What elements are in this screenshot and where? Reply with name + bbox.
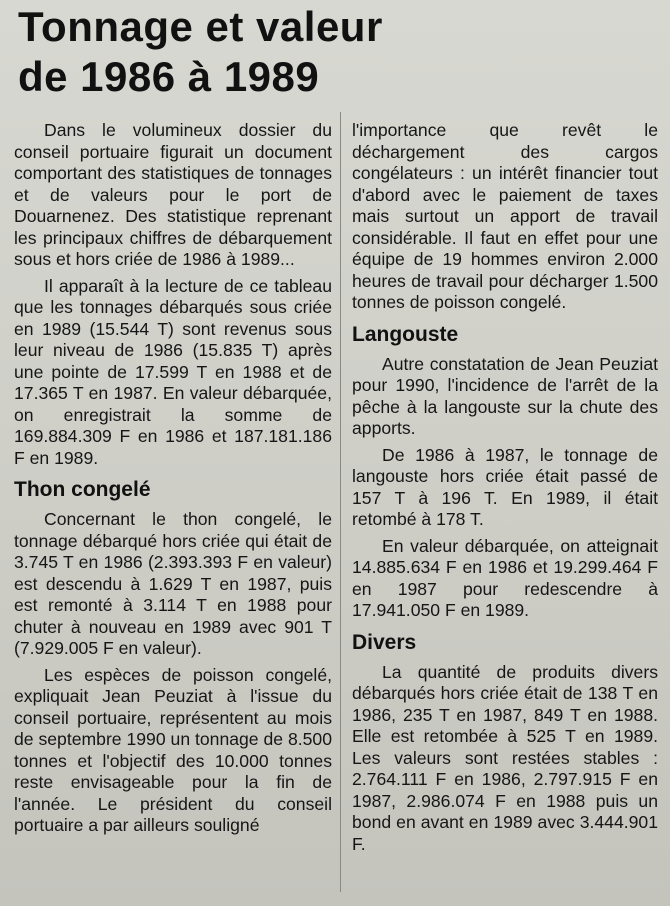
article-title: [18, 2, 658, 102]
title-line-1: Tonnage et valeur: [18, 3, 383, 50]
paragraph: De 1986 à 1987, le tonnage de langouste hors criée était passé de 157 T à 196 T. En 1989, il était retombé à 178 T.: [352, 444, 658, 529]
column-divider: [340, 112, 341, 892]
paragraph: En valeur débarquée, on atteignait 14.885.634 F en 1986 et 19.299.464 F en 1987 pour redescendre à 17.941.050 F en 1989.: [352, 535, 658, 620]
subheading-thon-congele: Thon congelé: [14, 478, 151, 501]
subheading-divers: Divers: [352, 630, 417, 654]
paragraph: La quantité de produits divers débarqués hors criée était de 138 T en 1986, 235 T en 1987, 849 T en 1988. Elle est retombée à 525 T en 1989. Les valeurs sont restées stables : 2.764.111 F en 1986, 2.797.915 F en 1987, 2.986.074 F en 1988 puis un bond en avant en 1989 avec 3.444.901 F.: [352, 661, 658, 854]
paragraph: Les espèces de poisson congelé, expliquait Jean Peuziat à l'issue du conseil portuaire, représentent au mois de septembre 1990 un tonnage de 8.500 tonnes et l'objectif des 10.000 tonnes reste envisageable pour la fin de l'année. Le président du conseil portuaire a par ailleurs souligné: [14, 664, 332, 835]
right-column: [352, 120, 658, 860]
subheading-langouste: Langouste: [352, 322, 459, 346]
left-column: [14, 120, 332, 842]
paragraph: Autre constatation de Jean Peuziat pour 1990, l'incidence de l'arrêt de la pêche à la langouste sur la chute des apports.: [352, 353, 658, 438]
title-line-2: de 1986 à 1989: [18, 53, 320, 100]
paragraph: l'importance que revêt le déchargement des cargos congélateurs : un intérêt financier tout d'abord avec le paiement de taxes mais surtout un apport de travail considérable. Il faut en effet pour une équipe de 19 hommes environ 2.000 heures de travail pour décharger 1.500 tonnes de poisson congelé.: [352, 120, 658, 312]
paragraph: Il apparaît à la lecture de ce tableau que les tonnages débarqués sous criée en 1989 (15.544 T) sont revenus sous leur niveau de 1986 (15.835 T) après une pointe de 17.599 T en 1988 et de 17.365 T en 1987. En valeur débarquée, on enregistrait la somme de 169.884.309 F en 1986 et 187.181.186 F en 1989.: [14, 275, 332, 468]
paragraph: Concernant le thon congelé, le tonnage débarqué hors criée qui était de 3.745 T en 1986 (2.393.393 F en valeur) est descendu à 1.629 T en 1987, puis est remonté à 3.114 T en 1988 pour chuter à nouveau en 1989 avec 901 T (7.929.005 F en valeur).: [14, 509, 332, 658]
paragraph: Dans le volumineux dossier du conseil portuaire figurait un document comportant des statistiques de tonnages et de valeurs pour le port de Douarnenez. Des statistique reprenant les principaux chiffres de débarquement sous et hors criée de 1986 à 1989...: [14, 120, 332, 269]
